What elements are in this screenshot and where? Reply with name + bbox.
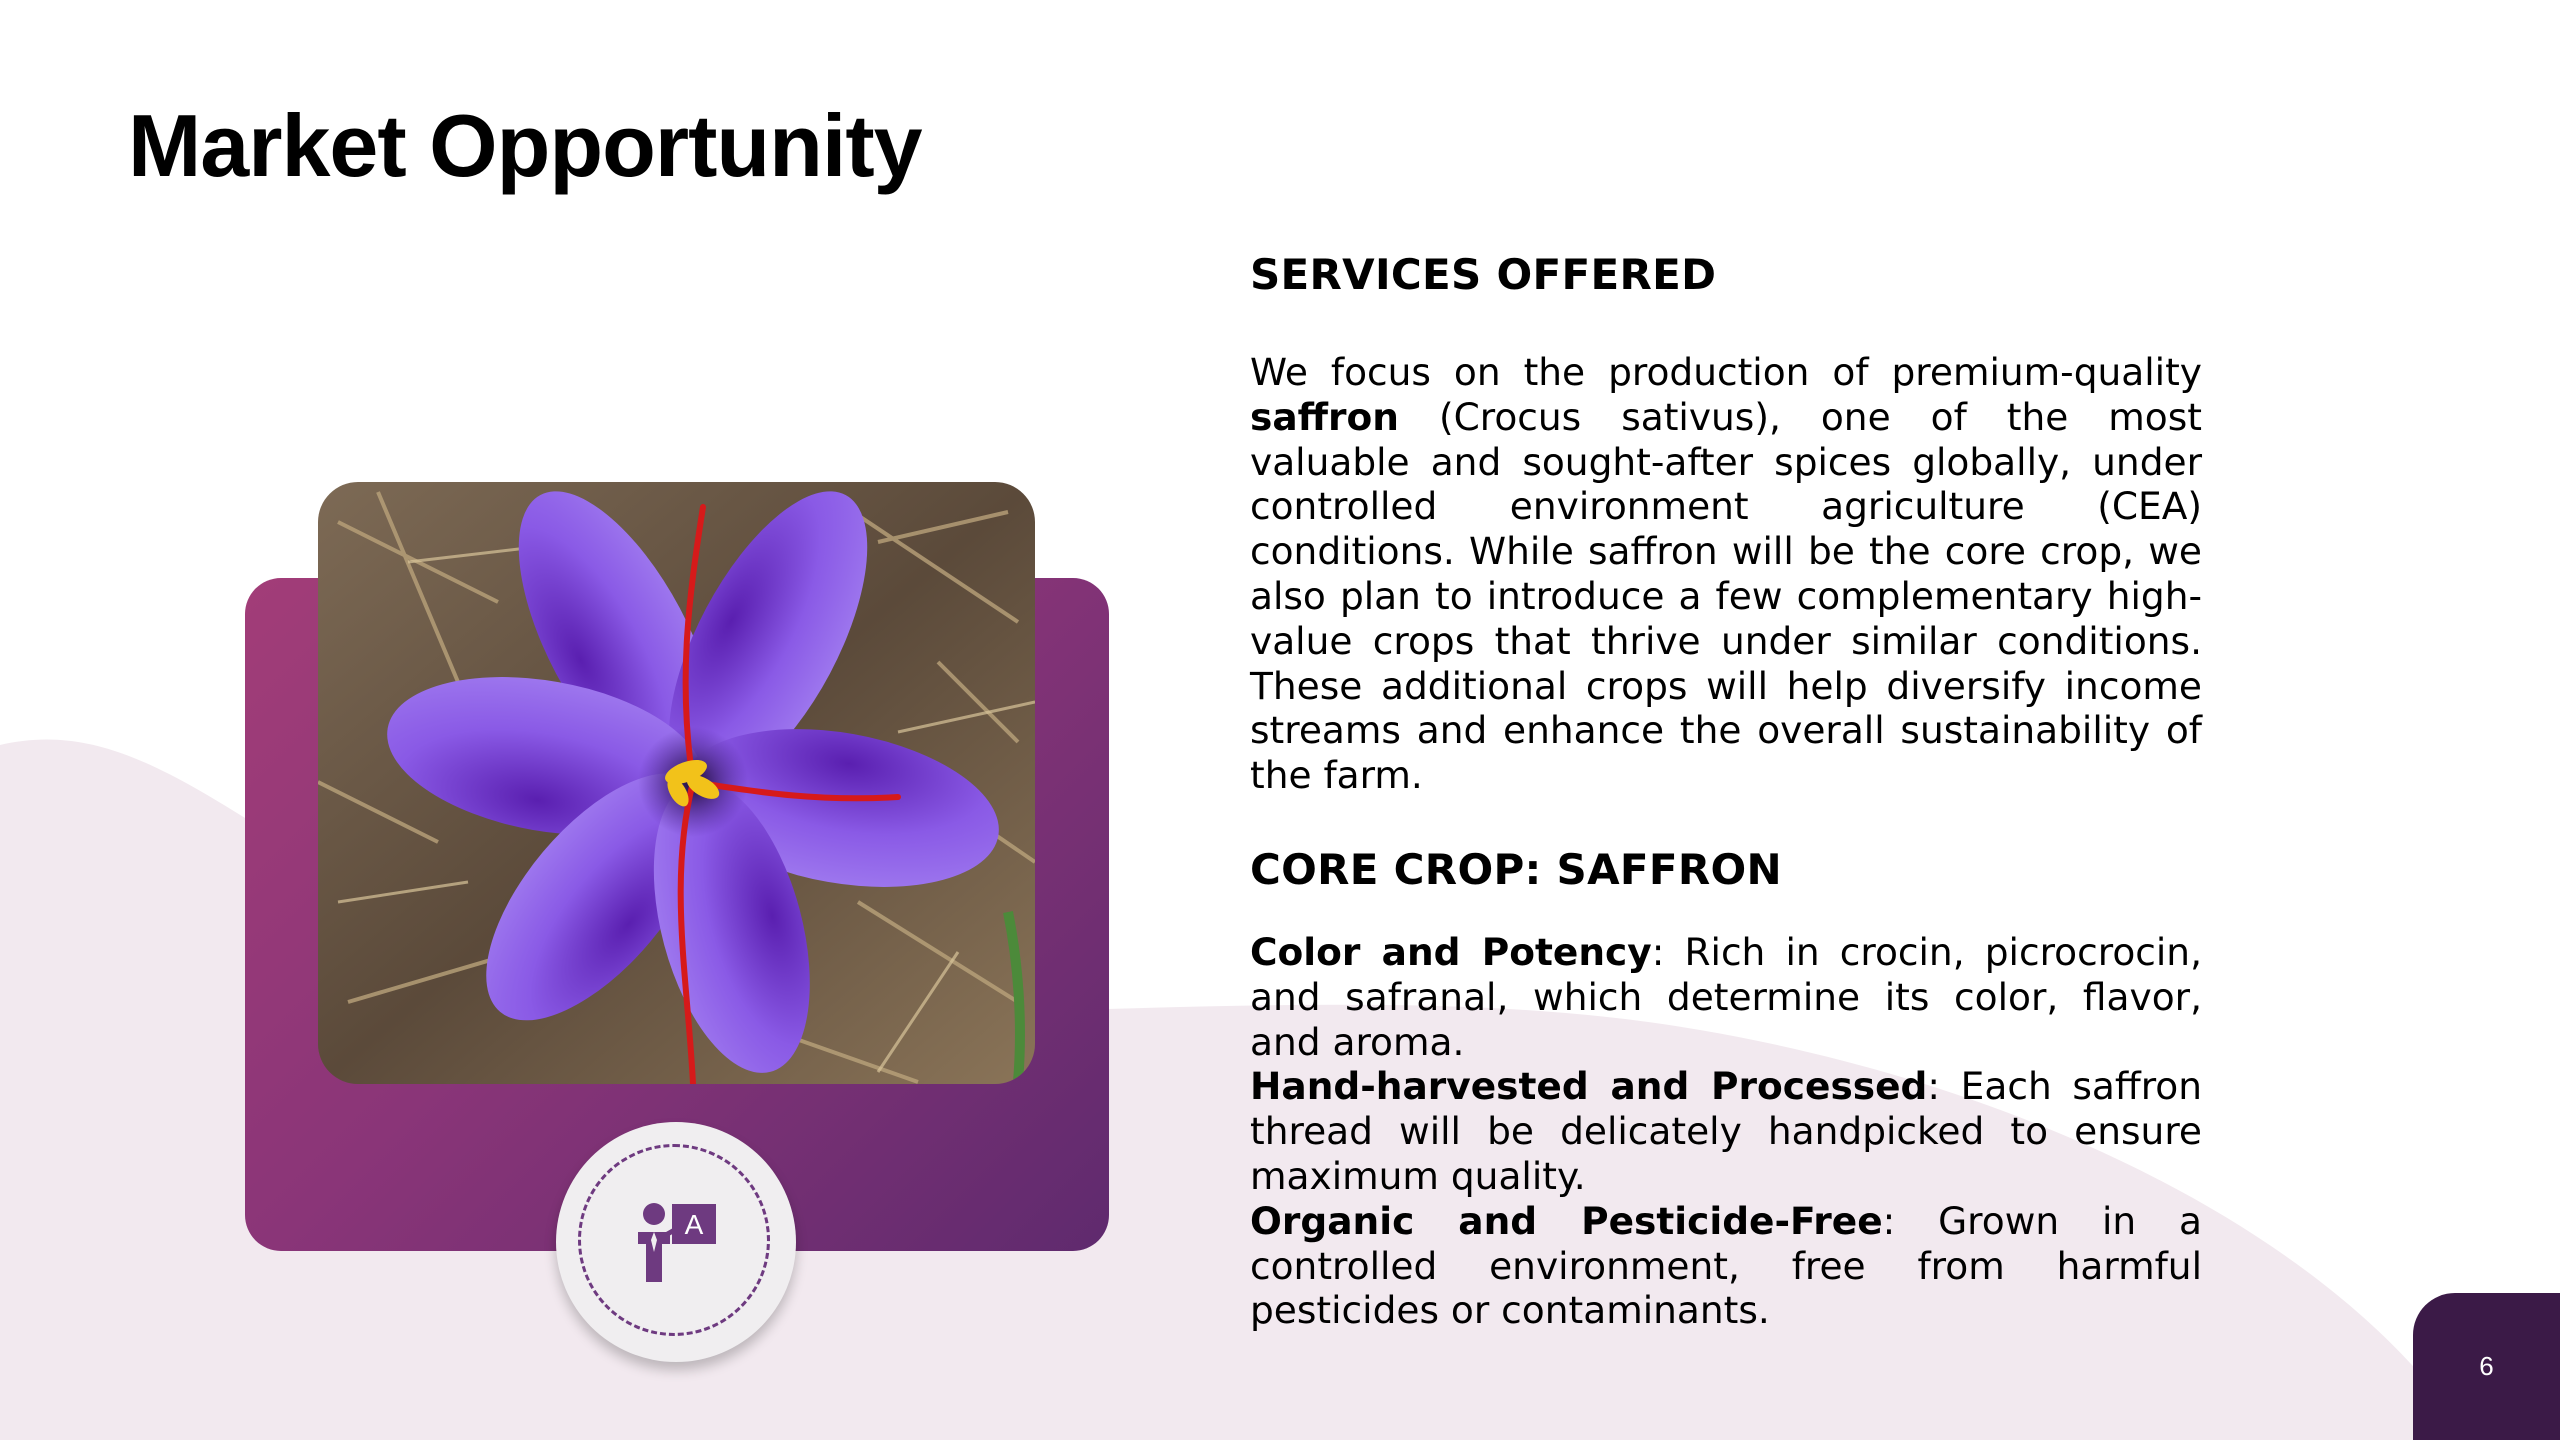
slide-title: Market Opportunity [128,96,922,195]
icon-badge [556,1122,796,1362]
crop-attribute-description: : Each saffron thread will be delicately handpicked to ensure maximum quality. [1250,1064,2202,1198]
crop-attribute-term: Color and Potency [1250,929,1652,974]
crop-attribute-organic [1250,1199,2202,1333]
crop-attribute-term: Organic and Pesticide-Free [1250,1198,1883,1243]
page-number-tab [2413,1293,2560,1440]
crop-attribute-term: Hand-harvested and Processed [1250,1064,1928,1109]
services-heading: SERVICES OFFERED [1250,250,1717,299]
saffron-flower-photo [318,482,1035,1084]
services-paragraph [1250,350,2202,798]
teacher-presentation-icon [634,1200,718,1284]
crop-attribute-description: : Grown in a controlled environment, free from harmful pesticides or contaminants. [1250,1198,2203,1333]
core-crop-list [1250,930,2202,1333]
svg-text:A: A [684,1209,704,1240]
core-crop-heading: CORE CROP: SAFFRON [1250,844,1782,894]
crop-attribute-description: : Rich in crocin, picrocrocin, and safranal, which determine its color, flavor, and aroma. [1250,929,2202,1064]
saffron-term: saffron [1250,394,1399,439]
content-column [1250,245,2202,1333]
page-number: 6 [2479,1351,2494,1381]
services-text-before: We focus on the production of premium-quality [1250,350,2202,394]
crop-attribute-color-potency [1250,930,2202,1064]
services-text-after: (Crocus sativus), one of the most valuable and sought-after spices globally, under controlled environment agriculture (CEA) conditions. While saffron will be the core crop, we also plan to introduce a few complementary high-value crops that thrive under similar conditions. These additional crops will help diversify income streams and enhance the overall sustainability of the farm. [1250,394,2202,798]
crop-attribute-hand-harvested [1250,1064,2202,1198]
